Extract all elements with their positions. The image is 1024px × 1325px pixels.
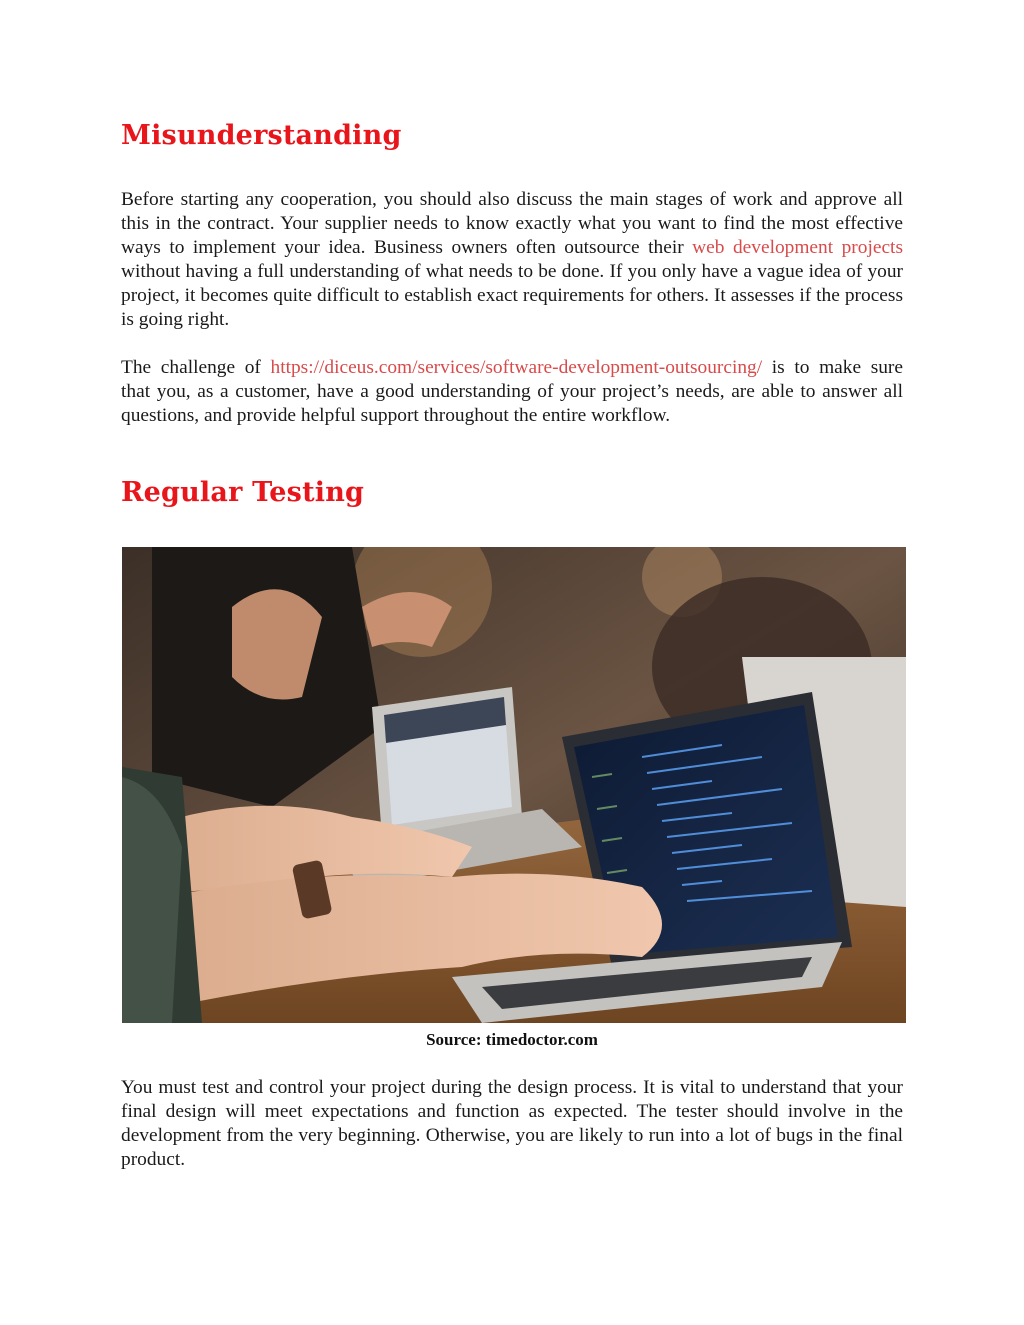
link-diceus-outsourcing[interactable]: https://diceus.com/services/software-development-outsourcing/ xyxy=(270,357,763,378)
photo-laptops-team xyxy=(122,547,906,1023)
heading-regular-testing: Regular Testing xyxy=(121,477,365,508)
paragraph-text: without having a full understanding of what needs to be done. If you only have a vague idea of your project, it becomes quite difficult to establish exact requirements for others. It assesses if the process is going right. xyxy=(121,261,903,330)
heading-misunderstanding: Misunderstanding xyxy=(121,120,402,151)
paragraph-text: Before starting any cooperation, you should also discuss the main stages of work and approve all this in the contract. Your supplier needs to know exactly what you want to find the most effective ways to implement your idea. Business owners often outsource their xyxy=(121,189,903,258)
paragraph-challenge xyxy=(121,356,903,428)
paragraph-text: The challenge of xyxy=(121,357,271,378)
paragraph-text: is to make sure that you, as a customer, have a good understanding of your project’s needs, are able to answer all questions, and provide helpful support throughout the entire workflow. xyxy=(121,357,903,426)
link-web-development-projects[interactable]: web development projects xyxy=(692,237,903,258)
paragraph-testing: You must test and control your project during the design process. It is vital to understand that your final design will meet expectations and function as expected. The tester should involve in the development from the very beginning. Otherwise, you are likely to run into a lot of bugs in the final product. xyxy=(121,1077,903,1170)
image-caption: Source: timedoctor.com xyxy=(426,1030,598,1049)
paragraph-cooperation xyxy=(121,188,903,332)
laptops-photo-illustration xyxy=(122,547,906,1023)
